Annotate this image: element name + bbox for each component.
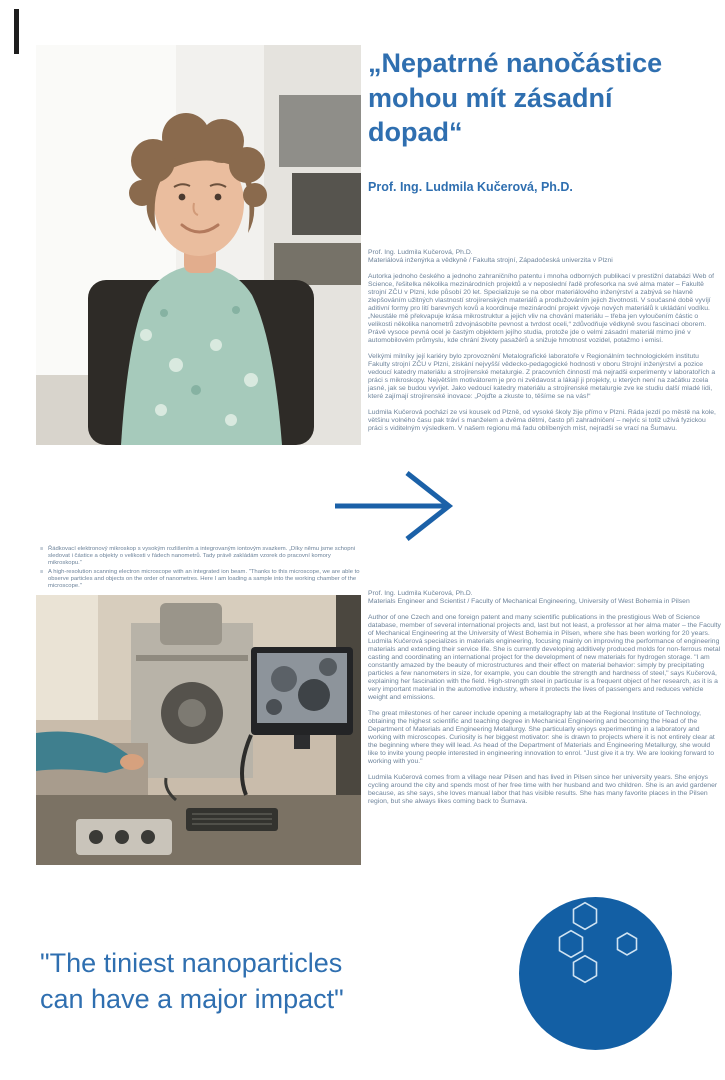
english-bio-name: Prof. Ing. Ludmila Kučerová, Ph.D. xyxy=(368,590,473,597)
czech-bio-section xyxy=(368,249,722,441)
czech-bio-paragraph-2: Velkými milníky její kariéry bylo zprovoznění Metalografické laboratoře v Regionálním technologickém institutu Fakulty strojní ZČU v Plzni, získání nejvyšší vědecko-pedagogické hodnosti v oboru Strojní inženýrství a pozice vedoucí katedry materiálu a strojírenské metalurgie. Z pracovních činností má nejradši experimenty v laboratořích a práci s mikroskopy. Největším motivátorem je pro ni zvědavost a lákají ji projekty, u kterých není na začátku zcela jasné, jak se budou vyvíjet. Jako vedoucí katedry materiálu a strojírenské metalurgie zve ke studiu další mladé lidi, které zajímají strojírenské inovace: „Pojďte a zkuste to, těšíme se na vás!“ xyxy=(368,353,716,401)
english-bio-role: Materials Engineer and Scientist / Faculty of Mechanical Engineering, University of West Bohemia in Pilsen xyxy=(368,598,690,606)
footer-quote-en: "The tiniest nanoparticles can have a major impact" xyxy=(40,948,344,1014)
english-bio-header xyxy=(368,590,722,606)
czech-bio-paragraph-1: Autorka jednoho českého a jednoho zahraničního patentu i mnoha odborných publikací v prestižní databázi Web of Science, řešitelka několika mezinárodních projektů a v neposlední řadě profesorka na své alma mater – Fakultě strojní ZČU v Plzni, kde působí 20 let. Specializuje se na obor materiálového inženýrství a zabývá se hlavně zlepšováním užitných vlastností strojírenských materiálů a prodlužováním jejich životnosti. V současné době vyvíjí aditivní formy pro lití barevných kovů a koordinuje mezinárodní projekt vývoje nových materiálů k ukládání vodíku. „Neustále mě překvapuje krása mikrostruktur a jejich vliv na chování materiálu – třeba jen vyloučením částic o velikosti několika nanometrů zdvojnásobíte pevnost a tvrdost oceli,“ zdůvodňuje vědkyně svou fascinaci oborem. Právě vysoce pevná ocel je častým objektem jejího studia, protože jde o velmi zásadní materiál mimo jiné v automobilovém průmyslu, kde chrání životy pasažérů a snižuje hmotnost vozidel, potažmo i emisí. xyxy=(368,273,714,345)
spine-mark xyxy=(14,9,19,54)
photo-caption-en-text: A high-resolution scanning electron microscope with an integrated ion beam. "Thanks to this microscope, we are able to observe particles and objects on the order of nanometres. Here I am loading a sample into the working chamber of the microscope." xyxy=(48,568,360,590)
english-bio-paragraph-1: Author of one Czech and one foreign patent and many scientific publications in the prestigious Web of Science database, member of several international projects and, last but not least, a professor at her alma mater – the Faculty of Mechanical Engineering at the University of West Bohemia in Pilsen, where she has been working for 20 years. Ludmila Kučerová specializes in materials engineering, focusing mainly on improving the performance of engineering materials and extending their service life. She is currently developing additively produced molds for non-ferrous metal casting and coordinating an international project for the development of new materials for hydrogen storage. "I am constantly amazed by the beauty of microstructures and their effect on material behavior: simply by precipitating particles a few nanometers in size, for example, you can double the strength and hardness of steel," says Kučerová, explaining her fascination with the field. High-strength steel in particular is a frequent object of her research, as it is a very important material in the automotive industry, where it protects the lives of passengers and reduces vehicle weight and emissions. xyxy=(368,614,721,702)
arrow-right-icon xyxy=(335,469,455,543)
photo-caption-cs-text: Řádkovací elektronový mikroskop s vysokým rozlišením a integrovaným iontovým svazkem. „Díky němu jsme schopni sledovat i částice a objekty o velikosti v řádech nanometrů. Tady právě zakládám vzorek do pracovní komory mikroskopu.“ xyxy=(48,546,356,567)
czech-bio-header xyxy=(368,249,722,265)
portrait-photo xyxy=(36,45,361,445)
headline-author: Prof. Ing. Ludmila Kučerová, Ph.D. xyxy=(368,180,573,194)
nanoparticles-logo xyxy=(519,897,672,1050)
portrait-photo-art xyxy=(36,45,361,445)
czech-bio-paragraph-3: Ludmila Kučerová pochází ze vsi kousek od Plzně, od vysoké školy žije přímo v Plzni. Ráda jezdí po městě na kole, většinu volného času pak tráví s manželem a dvěma dětmi, často při zahradničení – nejvíc si totiž užívá fyzickou práci s viditelným výsledkem. V našem regionu má řadu oblíbených míst, nejradši se vrací na Šumavu. xyxy=(368,409,716,433)
english-bio-paragraph-2: The great milestones of her career include opening a metallography lab at the Regional Institute of Technology, obtaining the highest scientific and teaching degree in Mechanical Engineering and becoming the Head of the Department of Materials and Engineering Metallurgy. She particularly enjoys experimenting in a laboratory and working with microscopes. Curiosity is her biggest motivator: she is drawn to projects where it is not entirely clear at the beginning where they will lead. As head of the Department of Materials and Engineering Metallurgy, she would like to invite young people interested in engineering innovation to enrol. "Just give it a try. We are looking forward to working with you." xyxy=(368,710,715,766)
microscope-photo-art xyxy=(36,595,361,865)
english-bio-paragraph-3: Ludmila Kučerová comes from a village near Pilsen and has lived in Pilsen since her university years. She enjoys cycling around the city and spends most of her free time with her husband and two children. She is an avid gardener because, as she says, she loves manual labor that has visible results. She has many favorite places in the Pilsen region, but she always likes coming back to Šumava. xyxy=(368,774,718,806)
czech-bio-name: Prof. Ing. Ludmila Kučerová, Ph.D. xyxy=(368,249,473,256)
hexagon-cluster-icon xyxy=(519,897,672,1050)
photo-caption-cs xyxy=(40,546,362,568)
headline-quote-cs: „Nepatrné nanočástice mohou mít zásadní dopad“ xyxy=(368,48,663,148)
photo-caption xyxy=(40,546,362,591)
english-bio-section xyxy=(368,590,722,814)
caption-bullet-icon: ≡ xyxy=(40,568,44,575)
microscope-photo xyxy=(36,595,361,865)
caption-bullet-icon: ≡ xyxy=(40,546,44,552)
czech-bio-role: Materiálová inženýrka a vědkyně / Fakulta strojní, Západočeská univerzita v Plzni xyxy=(368,257,613,265)
photo-caption-en xyxy=(40,569,362,591)
